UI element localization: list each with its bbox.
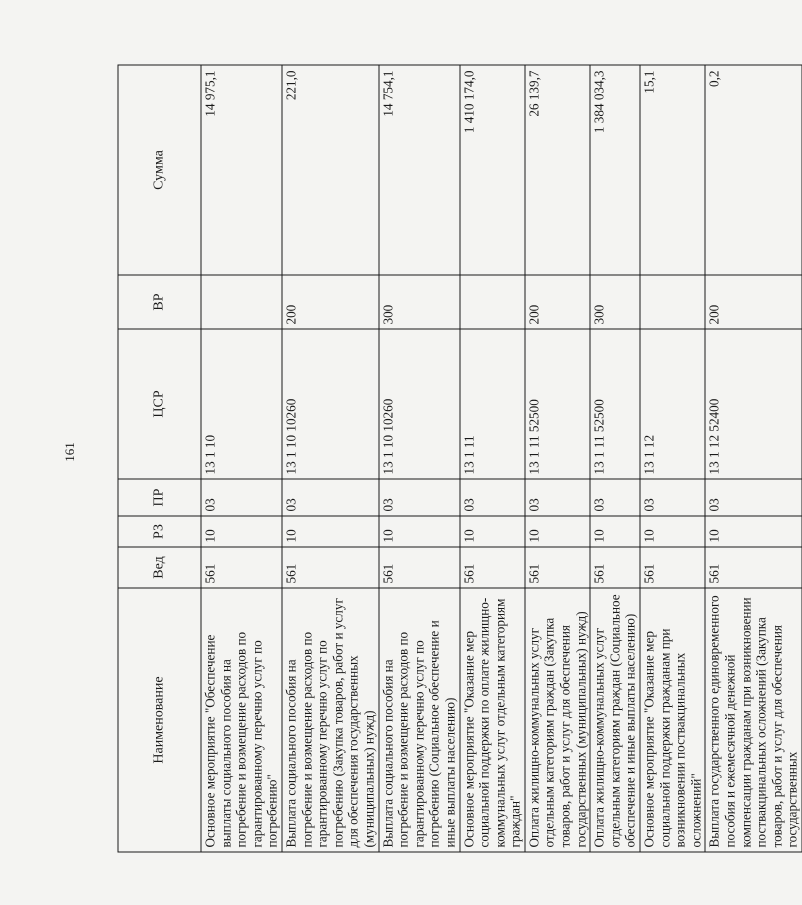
cell-sum: 15,1 [640, 65, 705, 275]
cell-ved: 561 [281, 547, 378, 588]
table-row [640, 65, 705, 852]
cell-csr: 13 1 10 10260 [378, 329, 459, 479]
cell-rz: 10 [524, 516, 589, 547]
table-header-row [118, 65, 201, 852]
cell-pr: 03 [640, 479, 705, 516]
cell-sum: 221,0 [281, 65, 378, 275]
cell-csr: 13 1 12 [640, 329, 705, 479]
cell-name: Оплата жилищно-коммунальных услуг отдельным категориям граждан (Закупка товаров, работ и услуг для обеспечения государственных (муниципальных) нужд) [524, 588, 589, 852]
cell-ved: 561 [590, 547, 640, 588]
header-sum: Сумма [118, 65, 201, 275]
cell-ved: 561 [378, 547, 459, 588]
cell-rz: 10 [378, 516, 459, 547]
cell-ved: 561 [640, 547, 705, 588]
budget-table [117, 64, 802, 852]
header-csr: ЦСР [118, 329, 201, 479]
cell-csr: 13 1 12 52400 [705, 329, 802, 479]
table-body [201, 65, 802, 852]
header-pr: ПР [118, 479, 201, 516]
cell-rz: 10 [705, 516, 802, 547]
cell-vr: 200 [524, 275, 589, 329]
header-rz: РЗ [118, 516, 201, 547]
cell-vr [459, 275, 524, 329]
cell-pr: 03 [705, 479, 802, 516]
cell-csr: 13 1 11 52500 [590, 329, 640, 479]
cell-csr: 13 1 11 52500 [524, 329, 589, 479]
cell-sum: 0,2 [705, 65, 802, 275]
cell-ved: 561 [459, 547, 524, 588]
cell-csr: 13 1 10 [201, 329, 282, 479]
cell-pr: 03 [281, 479, 378, 516]
cell-sum: 14 754,1 [378, 65, 459, 275]
table-row [378, 65, 459, 852]
cell-sum: 1 384 034,3 [590, 65, 640, 275]
cell-pr: 03 [459, 479, 524, 516]
table-row [705, 65, 802, 852]
cell-vr: 200 [705, 275, 802, 329]
table-row [590, 65, 640, 852]
cell-rz: 10 [590, 516, 640, 547]
cell-rz: 10 [201, 516, 282, 547]
cell-sum: 1 410 174,0 [459, 65, 524, 275]
cell-pr: 03 [590, 479, 640, 516]
cell-sum: 26 139,7 [524, 65, 589, 275]
table-row [281, 65, 378, 852]
cell-vr: 200 [281, 275, 378, 329]
cell-rz: 10 [281, 516, 378, 547]
table-row [459, 65, 524, 852]
cell-rz: 10 [459, 516, 524, 547]
cell-vr: 300 [378, 275, 459, 329]
cell-name: Выплата социального пособия на погребение и возмещение расходов по гарантированному перечню услуг по погребению (Закупка товаров, работ и услуг для обеспечения государственных (муниципальных) нужд) [281, 588, 378, 852]
cell-csr: 13 1 11 [459, 329, 524, 479]
cell-rz: 10 [640, 516, 705, 547]
cell-ved: 561 [705, 547, 802, 588]
cell-vr [201, 275, 282, 329]
table-row [201, 65, 282, 852]
cell-name: Основное мероприятие "Обеспечение выплаты социального пособия на погребение и возмещение расходов по гарантированному перечню услуг по погребению" [201, 588, 282, 852]
cell-ved: 561 [524, 547, 589, 588]
page-number: 161 [62, 442, 77, 462]
cell-ved: 561 [201, 547, 282, 588]
cell-name: Выплата государственного единовременного пособия и ежемесячной денежной компенсации гражданам при возникновении поствакцинальных осложнений (Закупка товаров, работ и услуг для обеспечения государственных [705, 588, 802, 852]
cell-pr: 03 [378, 479, 459, 516]
cell-pr: 03 [201, 479, 282, 516]
cell-name: Основное мероприятие "Оказание мер социальной поддержки гражданам при возникновении поствакцинальных осложнений" [640, 588, 705, 852]
header-ved: Вед [118, 547, 201, 588]
header-vr: ВР [118, 275, 201, 329]
cell-sum: 14 975,1 [201, 65, 282, 275]
cell-pr: 03 [524, 479, 589, 516]
cell-csr: 13 1 10 10260 [281, 329, 378, 479]
cell-name: Основное мероприятие "Оказание мер социальной поддержки по оплате жилищно-коммунальных услуг отдельным категориям граждан" [459, 588, 524, 852]
header-name: Наименование [118, 588, 201, 852]
table-row [524, 65, 589, 852]
cell-name: Выплата социального пособия на погребение и возмещение расходов по гарантированному перечню услуг по погребению (Социальное обеспечение и иные выплаты населению) [378, 588, 459, 852]
cell-name: Оплата жилищно-коммунальных услуг отдельным категориям граждан (Социальное обеспечение и иные выплаты населению) [590, 588, 640, 852]
cell-vr: 300 [590, 275, 640, 329]
cell-vr [640, 275, 705, 329]
